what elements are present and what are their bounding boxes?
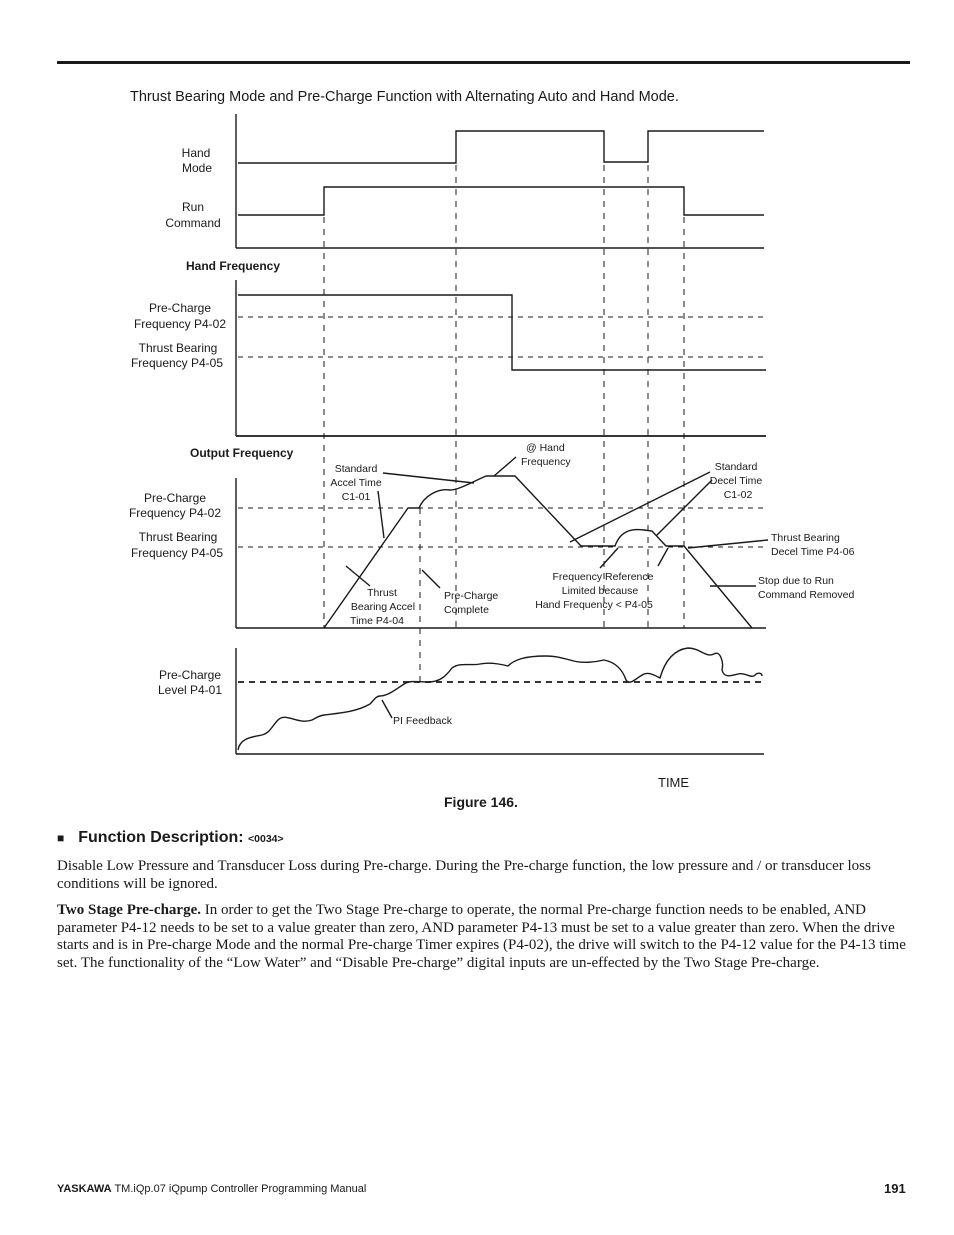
section-heading	[57, 829, 284, 847]
figure-title: Thrust Bearing Mode and Pre-Charge Function with Alternating Auto and Hand Mode.	[130, 89, 679, 105]
section-code: <0034>	[248, 833, 284, 845]
label-thrust-freq-1: Thrust Bearing Frequency P4-05	[130, 341, 224, 370]
annot-precharge-complete: Pre-Charge Complete	[444, 590, 499, 616]
annot-freq-ref: Frequency Reference Limited because Hand Frequency < P4-05	[535, 571, 654, 611]
annot-thrust-accel: Thrust Bearing Accel Time P4-04	[350, 587, 416, 627]
paragraph-precharge-disable: Disable Low Pressure and Transducer Loss during Pre-charge. During the Pre-charge function, the low pressure and / or transducer loss conditions will be ignored.	[57, 858, 871, 892]
label-run-command: Run Command	[165, 200, 221, 230]
label-hand-mode: Hand Mode	[181, 146, 213, 175]
page-number: 191	[884, 1181, 906, 1196]
run-command-signal	[238, 187, 764, 215]
label-hand-frequency: Hand Frequency	[186, 259, 281, 273]
annot-pi-feedback: PI Feedback	[393, 715, 452, 727]
footer-brand: YASKAWA	[57, 1183, 112, 1195]
figure-caption: Figure 146.	[444, 794, 518, 810]
annot-stop-run: Stop due to Run Command Removed	[758, 575, 855, 601]
section-heading-text: Function Description:	[78, 829, 244, 846]
annot-std-accel: Standard Accel Time C1-01	[330, 463, 382, 503]
paragraph-two-stage	[57, 902, 909, 972]
label-precharge-level: Pre-Charge Level P4-01	[157, 668, 223, 697]
annot-thrust-decel: Thrust Bearing Decel Time P4-06	[771, 532, 855, 558]
label-precharge-freq-1: Pre-Charge Frequency P4-02	[133, 301, 227, 331]
footer-manual-title: TM.iQp.07 iQpump Controller Programming Manual	[111, 1183, 367, 1195]
label-thrust-freq-2: Thrust Bearing Frequency P4-05	[130, 530, 224, 560]
annot-hand-freq-at: @ Hand Frequency	[521, 442, 571, 468]
label-output-frequency: Output Frequency	[190, 446, 294, 460]
annot-std-decel: Standard Decel Time C1-02	[709, 461, 763, 501]
footer-manual	[57, 1183, 366, 1195]
hand-frequency-signal	[238, 295, 766, 370]
time-label: TIME	[658, 775, 690, 790]
section-bullet: ■	[57, 831, 65, 845]
label-precharge-freq-2: Pre-Charge Frequency P4-02	[128, 491, 222, 520]
paragraph-two-stage-text: In order to get the Two Stage Pre-charge to operate, the normal Pre-charge function needs to be enabled, AND parameter P4-12 needs to be set to a value greater than zero, AND parameter P4-13 must be set to a value greater than zero. When the drive starts and is in Pre-charge Mode and the normal Pre-charge Timer expires (P4-02), the drive will switch to the P4-12 value for the P4-13 time set. The functionality of the “Low Water” and “Disable Pre-charge” digital inputs are un-effected by the Two Stage Pre-charge.	[57, 902, 906, 971]
hand-mode-signal	[238, 131, 764, 163]
pi-feedback-signal	[238, 648, 762, 750]
paragraph-two-stage-lead: Two Stage Pre-charge.	[57, 902, 201, 918]
